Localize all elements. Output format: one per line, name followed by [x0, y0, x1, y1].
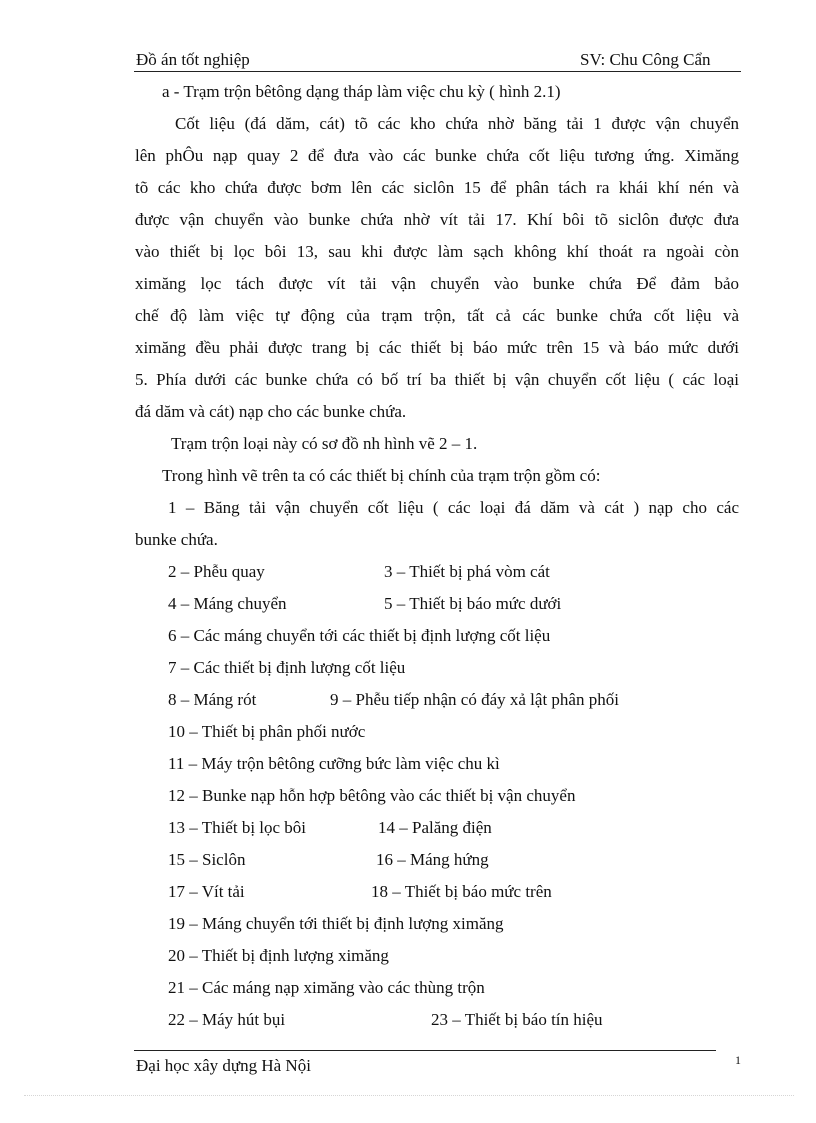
paragraph-line-5: vào thiết bị lọc bôi 13, sau khi được làm sạch không khí thoát ra ngoài còn: [135, 242, 739, 261]
list-item-15: 15 – Siclôn: [168, 850, 246, 869]
list-item-11: 11 – Máy trộn bêtông cưỡng bức làm việc chu kì: [168, 754, 500, 773]
paragraph-line-9: 5. Phía dưới các bunke chứa có bố trí ba thiết bị vận chuyển cốt liệu ( các loại: [135, 370, 739, 389]
paragraph-line-3: tõ các kho chứa được bơm lên các siclôn 15 để phân tách ra khái khí nén và: [135, 178, 739, 197]
list-item-4: 4 – Máng chuyển: [168, 594, 287, 613]
list-item-10: 10 – Thiết bị phân phối nước: [168, 722, 366, 741]
header-author: SV: Chu Công Cẩn: [580, 50, 711, 69]
paragraph-line-6: ximăng lọc tách được vít tải vận chuyển vào bunke chứa Để đảm bảo: [135, 274, 739, 293]
list-item-14: 14 – Palăng điện: [378, 818, 492, 837]
list-item-17: 17 – Vít tải: [168, 882, 245, 901]
header-title: Đồ án tốt nghiệp: [136, 50, 250, 69]
list-item-21: 21 – Các máng nạp ximăng vào các thùng trộn: [168, 978, 485, 997]
list-item-8: 8 – Máng rót: [168, 690, 257, 709]
page-number: 1: [735, 1053, 741, 1067]
list-item-7: 7 – Các thiết bị định lượng cốt liệu: [168, 658, 406, 677]
list-item-9: 9 – Phễu tiếp nhận có đáy xả lật phân phối: [330, 690, 619, 709]
list-item-16: 16 – Máng hứng: [376, 850, 489, 869]
list-item-2: 2 – Phễu quay: [168, 562, 265, 581]
paragraph-line-1: Cốt liệu (đá dăm, cát) tõ các kho chứa nhờ băng tải 1 được vận chuyển: [175, 114, 739, 133]
paragraph-line-7: chế độ làm việc tự động của trạm trộn, tất cả các bunke chứa cốt liệu và: [135, 306, 739, 325]
list-item-18: 18 – Thiết bị báo mức trên: [371, 882, 552, 901]
list-item-1: 1 – Băng tải vận chuyển cốt liệu ( các loại đá dăm và cát ) nạp cho các: [168, 498, 739, 517]
footer-rule: [134, 1050, 716, 1051]
list-item-13: 13 – Thiết bị lọc bôi: [168, 818, 307, 837]
list-item-3: 3 – Thiết bị phá vòm cát: [384, 562, 550, 581]
footer-university: Đại học xây dựng Hà Nội: [136, 1056, 311, 1075]
intro-diagram-line: Trạm trộn loại này có sơ đồ nh hình vẽ 2 – 1.: [171, 434, 478, 453]
list-item-19: 19 – Máng chuyển tới thiết bị định lượng ximăng: [168, 914, 504, 933]
intro-equipment-line: Trong hình vẽ trên ta có các thiết bị chính của trạm trộn gồm có:: [162, 466, 601, 485]
list-item-1-continued: bunke chứa.: [135, 530, 218, 549]
list-item-12: 12 – Bunke nạp hỗn hợp bêtông vào các thiết bị vận chuyển: [168, 786, 576, 805]
list-item-22: 22 – Máy hút bụi: [168, 1010, 286, 1029]
paragraph-line-10: đá dăm và cát) nạp cho các bunke chứa.: [135, 402, 407, 421]
paragraph-line-4: được vận chuyển vào bunke chứa nhờ vít tải 17. Khí bôi tõ siclôn được đưa: [135, 210, 739, 229]
paragraph-line-2: lên phÔu nạp quay 2 để đưa vào các bunke chứa cốt liệu tương ứng. Ximăng: [135, 146, 739, 165]
paragraph-line-8: ximăng đều phải được trang bị các thiết bị báo mức trên 15 và báo mức dưới: [135, 338, 739, 357]
list-item-20: 20 – Thiết bị định lượng ximăng: [168, 946, 389, 965]
header-rule: [134, 71, 741, 72]
list-item-6: 6 – Các máng chuyển tới các thiết bị định lượng cốt liệu: [168, 626, 551, 645]
list-item-5: 5 – Thiết bị báo mức dưới: [384, 594, 562, 613]
page-bottom-divider: [24, 1095, 794, 1096]
list-item-23: 23 – Thiết bị báo tín hiệu: [431, 1010, 603, 1029]
section-heading: a - Trạm trộn bêtông dạng tháp làm việc chu kỳ ( hình 2.1): [162, 82, 561, 101]
